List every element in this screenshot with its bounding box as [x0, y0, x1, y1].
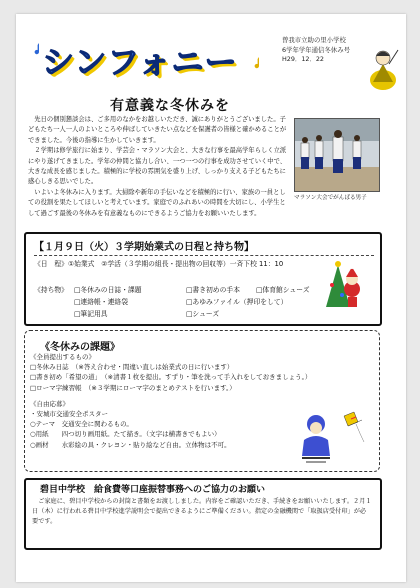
homework-line: 《自由応募》	[30, 399, 69, 408]
newsletter-issue: 6学年学年通信冬休み号	[282, 45, 350, 54]
item: □筆記用具	[74, 310, 108, 318]
photo-caption: マラソン大会でがんばる男子	[294, 195, 367, 201]
intro-paragraph: ２学期は修学旅行に始まり、学芸会・マラソン大会と、大きな行事を最高学年らしく立派にやり遂げてきました。学年の仲間と協力し合い、一つ一つの行事を成功させていく中で、大きな成長を感じました。積極的に学校の雰囲気を盛り上げ、しっかり支える子どもたちに感心しきる思いでした。	[28, 147, 287, 186]
school-name: 曽我市立助の里小学校	[282, 36, 346, 44]
term-start-schedule: 《日 程》①始業式 ②学活（３学期の組長・提出物の回収等）一斉下校 11：10	[34, 260, 284, 268]
item: □シューズ	[186, 310, 220, 318]
homework-line: ○用紙 四つ切り画用紙。たて描き。（文字は横書きでもよい）	[30, 430, 221, 439]
item: □体育館シューズ	[256, 286, 310, 294]
homework-line: ・安城市交通安全ポスター	[30, 410, 108, 419]
conductor-illustration	[365, 44, 401, 92]
meal-fee-text: ご家庭に、碧目中学校からの封筒と書類をお渡ししました。内容をご確認いただき、手続きをお願いいたします。２月１日（木）に行われる碧目中学校進学説明会で提出できるようにご準備ください。指定の金融機関で「取扱店受付印」が必要です。	[32, 498, 372, 525]
marathon-photo	[294, 118, 380, 192]
santa-illustration	[318, 255, 364, 313]
item: □書き初めの手本	[186, 286, 240, 294]
items-label: 《持ち物》	[34, 286, 68, 294]
term-start-title-text: 【１月９日（火）３学期始業式の日程と持ち物】	[34, 242, 254, 253]
issue-date: H29．12．22	[282, 55, 324, 63]
homework-line: □ローマ字練習帳 （※３学期にローマ字のまとめテストを行います。）	[30, 383, 236, 392]
term-start-title	[34, 238, 374, 256]
item: □あゆみファイル（押印をして）	[186, 298, 288, 306]
homework-line: ○テーマ 交通安全に関わるもの。	[30, 420, 133, 429]
homework-line: □冬休み日誌 （※答え合わせ・間違い直しは始業式の日に行います）	[30, 363, 234, 372]
homework-list	[30, 352, 320, 450]
meal-fee-title: 碧目中学校 給食費等口座振替事務へのご協力のお願い	[40, 485, 266, 495]
music-note-icon-right	[250, 56, 264, 70]
item: □連絡帳・連絡袋	[74, 298, 128, 306]
homework-line: ○画材 水彩絵の具・クレヨン・貼り絵など自由。立体物は不可。	[30, 440, 231, 449]
music-note-icon	[30, 42, 44, 56]
skater-illustration	[296, 410, 370, 466]
item: □冬休みの日誌・課題	[74, 286, 142, 294]
homework-line: 《全員提出するもの》	[30, 353, 95, 361]
headline: 有意義な冬休みを	[110, 98, 230, 114]
homework-line: □書き初め「希望の道」 （※清書１枚を提出。すずり・筆を洗って手入れをしておきましょう。）	[30, 373, 312, 382]
school-info	[282, 36, 350, 65]
intro-paragraph: 先日の個別懇談会は、ご多用のなかをお越しいただき、誠にありがとうございました。子どもたち一人一人のよいところや伸ばしていきたい点などを保護者の皆様と確かめることができました。今後の指導に生かしていきます。	[28, 116, 287, 144]
newsletter-title: シンフォニー	[42, 43, 238, 81]
homework-title: 《冬休みの課題》	[40, 342, 120, 353]
intro-text	[28, 115, 290, 219]
intro-paragraph: いよいよ冬休みに入ります。大掃除や新年の手伝いなどを積極的に行い、家族の一員としての役割を果たしてほしいと考えています。家庭でのふれあいの時間を大切にし、小学生として過ごす最後の冬休みを有意義なものにできるようご協力をお願いいたします。	[28, 188, 286, 217]
